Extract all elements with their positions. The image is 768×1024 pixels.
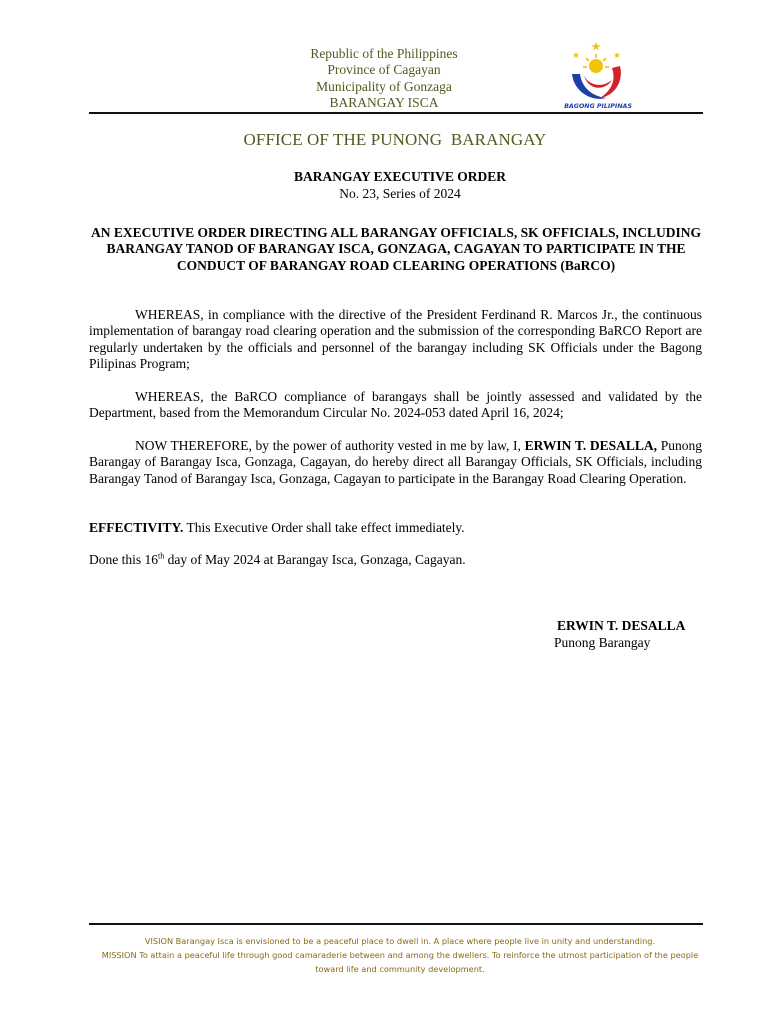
bagong-pilipinas-logo [562, 40, 634, 112]
done-prefix: Done this 16 [89, 552, 158, 567]
signatory-name: ERWIN T. DESALLA [557, 618, 686, 633]
done-ordinal-suffix: th [158, 551, 165, 561]
logo-text: BAGONG PILIPINAS [564, 103, 632, 110]
footer-mission-line-1: MISSION To attain a peaceful life through good camaraderie between and among the dwellers. To reinforce the utmost participation of the people [101, 950, 699, 960]
header-province: Province of Cagayan [327, 62, 441, 78]
order-number: No. 23, Series of 2024 [339, 186, 461, 201]
whereas-paragraph-2: WHEREAS, the BaRCO compliance of barangays shall be jointly assessed and validated by the Department, based from the Memorandum Circular No. 2024-053 dated April 16, 2024; [89, 389, 702, 421]
order-title: BARANGAY EXECUTIVE ORDER [293, 169, 507, 184]
effectivity-paragraph [89, 520, 702, 536]
office-title: OFFICE OF THE PUNONG BARANGAY [243, 130, 547, 149]
done-paragraph [89, 552, 702, 568]
header-municipality: Municipality of Gonzaga [316, 78, 452, 94]
letterhead [0, 46, 768, 111]
now-therefore-name: ERWIN T. DESALLA, [524, 438, 658, 453]
now-therefore-rest: Punong Barangay of Barangay Isca, Gonzaga, Cagayan, do hereby direct all Barangay Officials, SK Officials, including Barangay Tanod of Barangay Isca, Gonzaga, Cagayan to participate in the Barangay Road Clearing Operation. [89, 438, 703, 486]
now-therefore-prefix: NOW THEREFORE, by the power of authority vested in me by law, I, [135, 438, 525, 453]
footer-divider [89, 923, 703, 925]
effectivity-text: This Executive Order shall take effect immediately. [183, 520, 465, 535]
footer-mission-line-2: toward life and community development. [315, 964, 485, 974]
effectivity-label: EFFECTIVITY. [89, 520, 184, 535]
signatory-title: Punong Barangay [554, 635, 651, 650]
footer-vision: VISION Barangay Isca is envisioned to be a peaceful place to dwell in. A place where people live in unity and understanding. [144, 936, 656, 946]
order-heading: AN EXECUTIVE ORDER DIRECTING ALL BARANGAY OFFICIALS, SK OFFICIALS, INCLUDING BARANGAY TANOD OF BARANGAY ISCA, GONZAGA, CAGAYAN TO PARTICIPATE IN THE CONDUCT OF BARANGAY ROAD CLEARING OPERATIONS (BaRCO) [91, 225, 701, 273]
header-barangay: BARANGAY ISCA [329, 94, 439, 110]
header-divider [89, 112, 703, 114]
header-republic: Republic of the Philippines [310, 46, 458, 61]
done-rest: day of May 2024 at Barangay Isca, Gonzaga, Cagayan. [164, 552, 466, 567]
now-therefore-paragraph [89, 438, 702, 487]
whereas-paragraph-1: WHEREAS, in compliance with the directive of the President Ferdinand R. Marcos Jr., the continuous implementation of barangay road clearing operation and the submission of the corresponding BaRCO Report are regularly undertaken by the officials and personnel of the barangay including SK Officials under the Bagong Pilipinas Program; [89, 307, 702, 371]
footer [80, 934, 720, 976]
